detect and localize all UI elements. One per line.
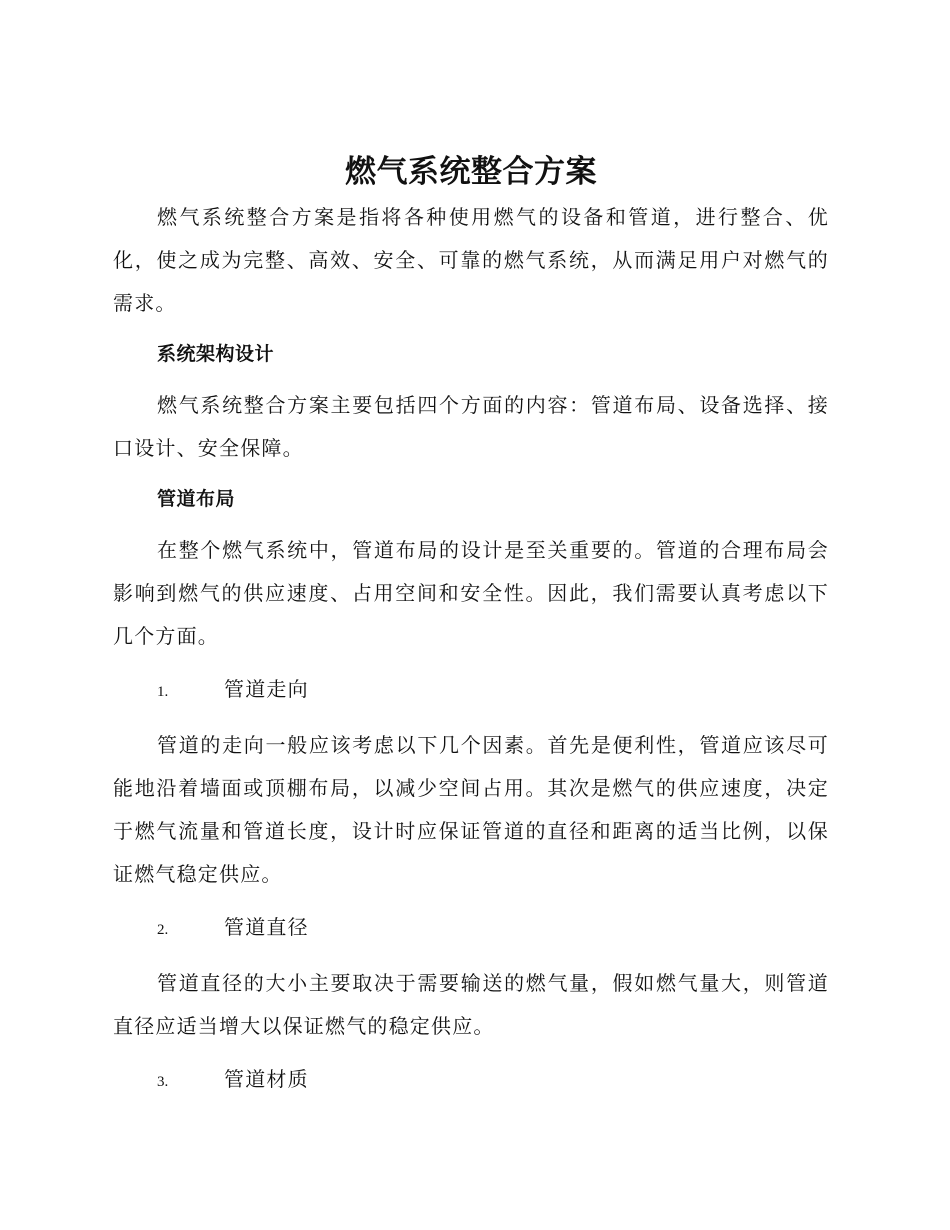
list-item-pipe-diameter [113, 906, 829, 952]
pipe-direction-paragraph: 管道的走向一般应该考虑以下几个因素。首先是便利性，管道应该尽可能地沿着墙面或顶棚布局，以减少空间占用。其次是燃气的供应速度，决定于燃气流量和管道长度，设计时应保证管道的直径和距离的适当比例，以保证燃气稳定供应。 [113, 733, 829, 886]
architecture-paragraph: 燃气系统整合方案主要包括四个方面的内容：管道布局、设备选择、接口设计、安全保障。 [113, 393, 829, 460]
document-content [113, 148, 829, 1104]
pipe-layout-paragraph: 在整个燃气系统中，管道布局的设计是至关重要的。管道的合理布局会影响到燃气的供应速度、占用空间和安全性。因此，我们需要认真考虑以下几个方面。 [113, 538, 829, 648]
list-item-pipe-material [113, 1058, 829, 1104]
list-item-label: 管道走向 [224, 677, 309, 701]
list-item-label: 管道材质 [224, 1067, 309, 1091]
list-number: 2. [157, 922, 169, 938]
pipe-diameter-paragraph: 管道直径的大小主要取决于需要输送的燃气量，假如燃气量大，则管道直径应适当增大以保证燃气的稳定供应。 [113, 971, 829, 1038]
document-title: 燃气系统整合方案 [345, 154, 597, 190]
list-number: 1. [157, 684, 169, 700]
section-heading-architecture: 系统架构设计 [157, 343, 275, 365]
list-item-label: 管道直径 [224, 915, 309, 939]
list-number: 3. [157, 1074, 169, 1090]
section-heading-pipe-layout: 管道布局 [157, 488, 236, 510]
list-item-pipe-direction [113, 668, 829, 714]
intro-paragraph: 燃气系统整合方案是指将各种使用燃气的设备和管道，进行整合、优化，使之成为完整、高效、安全、可靠的燃气系统，从而满足用户对燃气的需求。 [113, 205, 829, 315]
